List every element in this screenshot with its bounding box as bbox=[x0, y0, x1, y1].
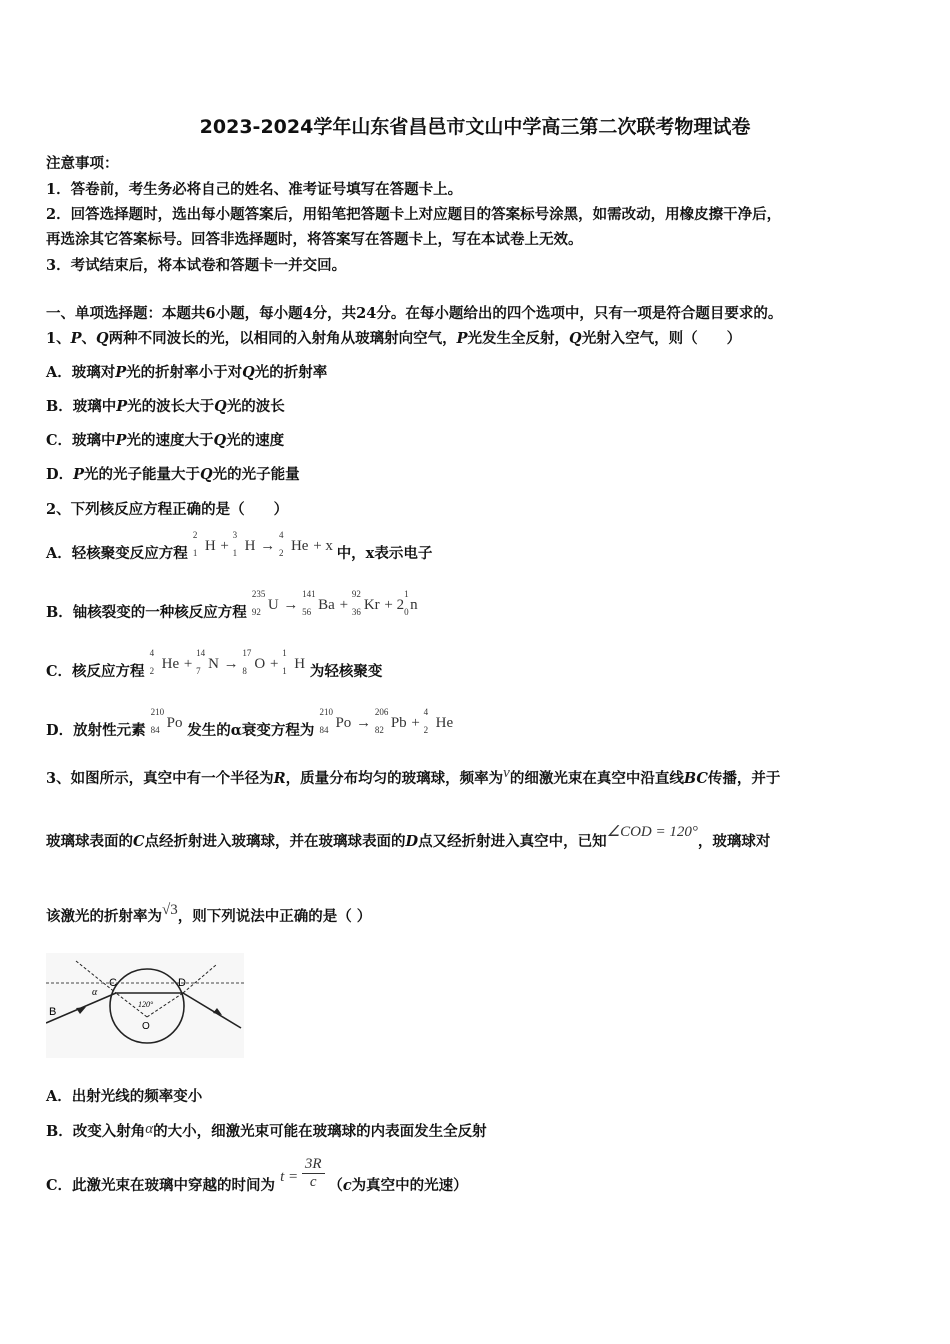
label-alpha: α bbox=[92, 987, 98, 998]
q1-stem: 1、P、Q两种不同波长的光，以相同的入射角从玻璃射向空气，P光发生全反射，Q光射入空气，则（ ） bbox=[46, 330, 742, 347]
notice-item-2: 2．回答选择题时，选出每小题答案后，用铅笔把答题卡上对应题目的答案标号涂黑，如需改动，用橡皮擦干净后， bbox=[46, 206, 782, 223]
q2-option-b[interactable]: B．铀核裂变的一种核反应方程 235 92 U → 141 56 Ba + 92 36 Kr + 2 1 0 n bbox=[46, 589, 418, 621]
q3-option-a[interactable]: A．出射光线的频率变小 bbox=[46, 1088, 203, 1105]
sqrt-three: √3 bbox=[162, 902, 178, 918]
page-title: 2023-2024学年山东省昌邑市文山中学高三第二次联考物理试卷 bbox=[199, 116, 751, 138]
equation-fusion: 2 1 H + 3 1 H → 4 2 He + x bbox=[192, 530, 333, 558]
q2-option-c[interactable]: C．核反应方程 4 2 He + 14 7 N → 17 8 O + 1 1 H 为轻核聚变 bbox=[46, 648, 383, 680]
equation-fission: 235 92 U → 141 56 Ba + 92 36 Kr + 2 1 0 n bbox=[251, 589, 418, 617]
q2-option-a[interactable]: A．轻核聚变反应方程 2 1 H + 3 1 H → 4 2 He + x 中，x表示电子 bbox=[46, 530, 433, 562]
q1-option-d[interactable]: D．P光的光子能量大于Q光的光子能量 bbox=[46, 466, 300, 483]
label-O: O bbox=[142, 1021, 150, 1032]
q1-option-b[interactable]: B．玻璃中P光的波长大于Q光的波长 bbox=[46, 398, 285, 415]
angle-cod: ∠COD = 120° bbox=[606, 824, 698, 840]
notice-heading: 注意事项： bbox=[46, 155, 119, 172]
time-equation: t = $\frac{3R}{c}$ bbox=[280, 1165, 328, 1181]
q3-stem-line-2: 玻璃球表面的C点经折射进入玻璃球，并在玻璃球表面的D点又经折射进入真空中，已知∠COD = 120°，玻璃球对 bbox=[46, 824, 771, 850]
q3-option-b[interactable]: B．改变入射角α的大小，细激光束可能在玻璃球的内表面发生全反射 bbox=[46, 1121, 487, 1140]
label-D: D bbox=[178, 977, 186, 989]
q2-stem: 2、下列核反应方程正确的是（ ） bbox=[46, 501, 289, 518]
label-120: 120° bbox=[138, 1000, 154, 1009]
notice-item-2-cont: 再选涂其它答案标号。回答非选择题时，将答案写在答题卡上，写在本试卷上无效。 bbox=[46, 231, 583, 248]
q2-option-d[interactable]: D．放射性元素 210 84 Po 发生的α衰变方程为 210 84 Po → 206 82 Pb + 4 2 He bbox=[46, 707, 454, 739]
notice-item-1: 1．答卷前，考生务必将自己的姓名、准考证号填写在答题卡上。 bbox=[46, 181, 463, 198]
equation-alpha-decay: 210 84 Po → 206 82 Pb + 4 2 He bbox=[319, 707, 454, 735]
q1-option-c[interactable]: C．玻璃中P光的速度大于Q光的速度 bbox=[46, 432, 285, 449]
q3-stem-line-1: 3、如图所示，真空中有一个半径为R，质量分布均匀的玻璃球，频率为ν的细激光束在真空中沿直线BC传播，并于 bbox=[46, 765, 781, 787]
label-B: B bbox=[49, 1006, 57, 1018]
polonium-symbol: 210 84 Po bbox=[150, 707, 183, 735]
q3-stem-line-3: 该激光的折射率为√3，则下列说法中正确的是（ ） bbox=[46, 902, 372, 925]
equation-transmutation: 4 2 He + 14 7 N → 17 8 O + 1 1 H bbox=[149, 648, 306, 676]
optics-figure bbox=[46, 953, 244, 1058]
notice-item-3: 3．考试结束后，将本试卷和答题卡一并交回。 bbox=[46, 257, 347, 274]
section-heading: 一、单项选择题：本题共6小题，每小题4分，共24分。在每小题给出的四个选项中，只有一项是符合题目要求的。 bbox=[46, 305, 783, 322]
q1-option-a[interactable]: A．玻璃对P光的折射率小于对Q光的折射率 bbox=[46, 364, 328, 381]
q3-option-c[interactable]: C．此激光束在玻璃中穿越的时间为 t = $\frac{3R}{c}$ （c为真空中的光速） bbox=[46, 1156, 468, 1194]
label-C: C bbox=[109, 977, 117, 989]
